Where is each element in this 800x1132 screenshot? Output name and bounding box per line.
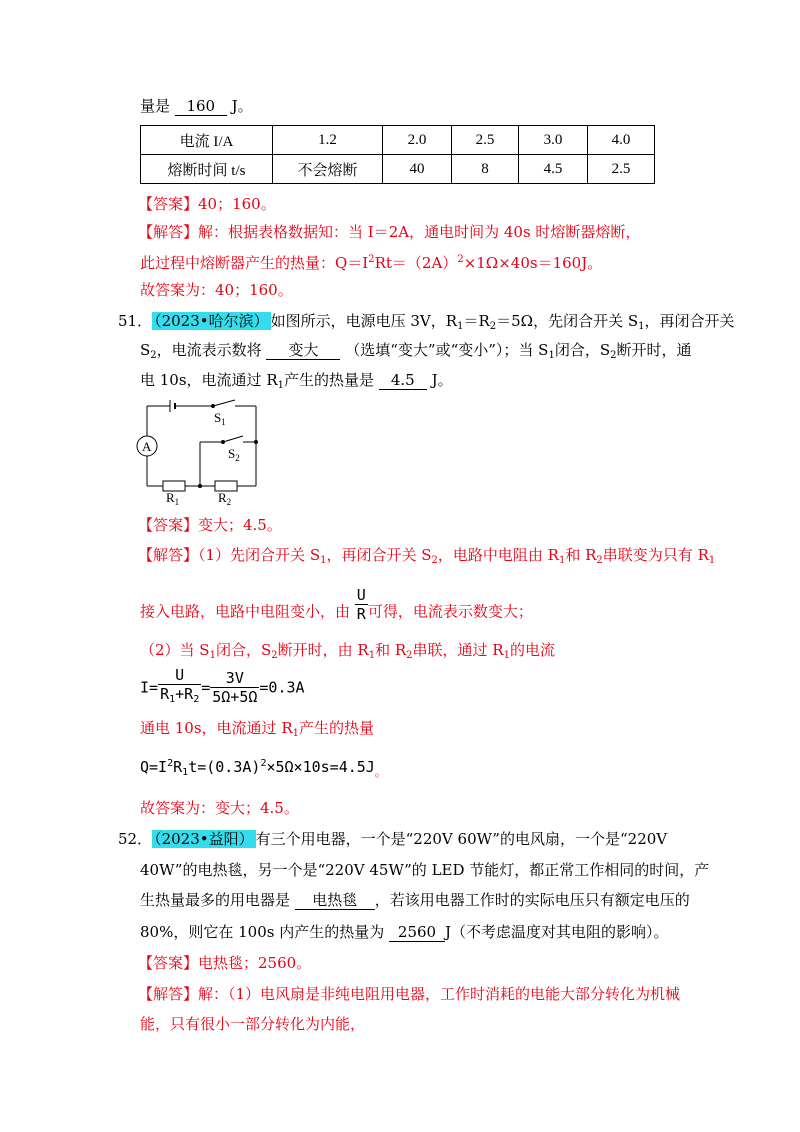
analysis-text: 通电 10s，电流通过 R	[140, 719, 293, 737]
table-cell: 4.0	[588, 126, 655, 155]
sub: 1	[503, 650, 510, 661]
sub: 1	[457, 321, 464, 332]
q50-conclusion: 故答案为：40；160。	[140, 281, 293, 299]
s2-label: $S_2$	[228, 446, 240, 463]
q52-analysis-2: 能，只有很小一部分转化为内能，	[140, 1015, 366, 1033]
q50-analysis-1	[138, 222, 640, 242]
q-text: ，若该用电器工作时的实际电压只有额定电压的	[374, 891, 690, 909]
q-text: 生热量最多的用电器是	[140, 891, 291, 909]
q-text: 80%，则它在 100s 内产生的热量为	[140, 923, 385, 941]
q51-line-2	[140, 340, 692, 366]
q-text: ＝5Ω，先闭合开关 S	[496, 312, 639, 330]
formula-text: =0.3A	[259, 678, 305, 697]
s1-label: $S_1$	[214, 410, 226, 427]
junction	[255, 441, 258, 444]
q-text: 如图所示，电源电压 3V，R	[270, 312, 458, 330]
q52-line-4	[140, 922, 669, 942]
q50-blank: 160	[175, 97, 227, 116]
formula-fraction	[210, 669, 259, 706]
fraction-den: R	[356, 605, 366, 623]
table-cell: 电流 I/A	[141, 126, 273, 155]
q50-analysis-2	[140, 250, 602, 273]
r1-label: $R_1$	[166, 490, 180, 507]
sub: 1	[638, 321, 645, 332]
sub: 2	[489, 321, 497, 332]
q52-answer: 【答案】电热毯；2560。	[138, 954, 312, 972]
q51-blank-1: 变大	[266, 341, 340, 360]
fraction-num: U	[356, 586, 366, 604]
analysis-text: 断开时，由 R	[277, 641, 369, 659]
sub: 2	[150, 350, 157, 361]
switch-s1-icon	[213, 400, 235, 406]
sub: 1	[320, 555, 327, 566]
analysis-text: 和 R	[565, 546, 597, 564]
fraction-num: 3V	[210, 669, 259, 688]
sub: 1	[182, 767, 189, 778]
sub: 2	[406, 650, 413, 661]
q51-conclusion: 故答案为：变大；4.5。	[140, 799, 299, 817]
analysis-text: 产生的热量	[299, 719, 375, 737]
analysis-tag: 【解答】	[138, 546, 199, 564]
q-text: S	[140, 341, 151, 359]
circuit-diagram	[130, 396, 270, 508]
formula-text: I=	[140, 678, 159, 697]
fraction-den: 5Ω+5Ω	[212, 688, 258, 706]
q-text: 有三个用电器，一个是“220V 60W”的电风扇，一个是“220V	[255, 830, 668, 848]
table-cell: 熔断时间 t/s	[141, 155, 273, 184]
sup: 2	[260, 758, 267, 769]
q-text: ＝R	[463, 312, 490, 330]
source-badge: （2023•益阳）	[154, 830, 254, 848]
ohm-law-fraction	[355, 586, 368, 623]
q-text: （选填“变大”或“变小”）；当 S	[345, 341, 549, 359]
question-number: 52．	[118, 830, 153, 848]
analysis-text: 的电流	[509, 641, 555, 659]
table-cell: 3.0	[519, 126, 588, 155]
q52-blank-1: 电热毯	[295, 891, 375, 910]
q51-line-3	[140, 370, 453, 396]
analysis-text: 接入电路，电路中电阻变小，由	[140, 602, 351, 621]
q-text: 电 10s，电流通过 R	[140, 371, 278, 389]
q-text: J（不考虑温度对其电阻的影响）。	[445, 923, 669, 941]
q51-analysis-3	[140, 640, 555, 666]
analysis-tag: 【解答】	[138, 223, 199, 241]
sup: 2	[457, 254, 464, 265]
q-text: ，电流表示数将	[156, 341, 262, 359]
sub: 1	[558, 555, 566, 566]
ammeter-label: A	[142, 439, 152, 454]
question-number: 51．	[118, 312, 153, 330]
sub: 2	[610, 350, 617, 361]
q51-blank-2: 4.5	[379, 371, 427, 390]
switch-s2-icon	[223, 436, 243, 442]
analysis-text: 可得，电流表示数变大；	[367, 602, 533, 621]
current-formula: I= $\frac{U}{R_1+R_2}$ = $\frac{3V}{5\Omega+5\Omega}$ =0.3A	[140, 666, 305, 709]
formula-end: 。	[374, 765, 387, 779]
table-cell: 2.5	[588, 155, 655, 184]
sub: 1	[548, 350, 555, 361]
q52-line-2: 40W”的电热毯，另一个是“220V 45W”的 LED 节能灯，都正常工作相同的时间，产	[140, 861, 710, 879]
analysis-text: 串联变为只有 R	[602, 546, 709, 564]
q-text: 产生的热量是	[284, 371, 375, 389]
table-cell: 2.0	[383, 126, 452, 155]
sub: 2	[431, 555, 438, 566]
q52-line-1	[118, 829, 667, 849]
q51-analysis-1	[138, 545, 715, 571]
analysis-text: 解：（1）电风扇是非纯电阻用电器，工作时消耗的电能大部分转化为机械	[198, 985, 681, 1003]
analysis-text: Rt＝（2A）	[374, 254, 458, 272]
q50-text: 量是	[140, 97, 171, 115]
sub: 2	[596, 555, 603, 566]
table-row	[141, 155, 655, 184]
table-cell: 4.5	[519, 155, 588, 184]
analysis-text: ，再闭合开关 S	[326, 546, 432, 564]
table-cell: 8	[452, 155, 519, 184]
q52-line-3	[140, 890, 690, 910]
sub: 1	[368, 650, 376, 661]
q52-blank-2: 2560	[389, 923, 445, 942]
source-badge: （2023•哈尔滨）	[154, 312, 269, 330]
r2-label: $R_2$	[218, 490, 232, 507]
table-cell: 40	[383, 155, 452, 184]
analysis-text: 和 R	[375, 641, 407, 659]
q-text: 断开时，通	[616, 341, 692, 359]
sub: 1	[292, 728, 299, 739]
analysis-text: 解：根据表格数据知：当 I＝2A，通电时间为 40s 时熔断器熔断，	[198, 223, 641, 241]
analysis-text: ，电路中电阻由 R	[437, 546, 559, 564]
analysis-tag: 【解答】	[138, 985, 199, 1003]
analysis-text: 此过程中熔断器产生的热量：Q＝I	[140, 254, 369, 272]
analysis-text: 串联，通过 R	[412, 641, 504, 659]
formula-text: Q=I	[140, 758, 168, 776]
formula-text: R	[173, 758, 183, 776]
heat-formula	[140, 758, 387, 780]
q51-analysis-4	[140, 718, 374, 744]
formula-text: t=(0.3A)	[188, 758, 261, 776]
q50-text: J。	[231, 97, 253, 115]
sub: 1	[277, 380, 284, 391]
table-cell: 不会熔断	[273, 155, 383, 184]
analysis-text: （1）先闭合开关 S	[198, 546, 321, 564]
formula-text: ×5Ω×10s=4.5J	[266, 758, 375, 776]
fraction-den: $R_1+R_2$	[160, 685, 200, 705]
table-row	[141, 126, 655, 155]
sub: 1	[708, 555, 716, 566]
q51-line-1	[118, 311, 735, 337]
table-cell: 1.2	[273, 126, 383, 155]
q50-line	[140, 96, 253, 116]
analysis-text: 闭合，S	[215, 641, 272, 659]
q52-analysis-1	[138, 984, 680, 1004]
sub: 2	[271, 650, 278, 661]
sub: 1	[209, 650, 216, 661]
q51-analysis-2	[140, 586, 533, 631]
analysis-text: ×1Ω×40s＝160J。	[463, 254, 603, 272]
q-text: 闭合，S	[554, 341, 611, 359]
sup: 2	[167, 758, 174, 769]
q-text: ，再闭合开关	[644, 312, 735, 330]
formula-fraction	[158, 666, 201, 709]
sup: 2	[368, 254, 375, 265]
analysis-text: （2）当 S	[140, 641, 210, 659]
q-text: J。	[431, 371, 453, 389]
fraction-num: U	[158, 666, 201, 685]
table-cell: 2.5	[452, 126, 519, 155]
fuse-table	[140, 125, 655, 184]
q51-answer: 【答案】变大；4.5。	[138, 516, 282, 534]
q50-answer: 【答案】40；160。	[138, 195, 276, 213]
